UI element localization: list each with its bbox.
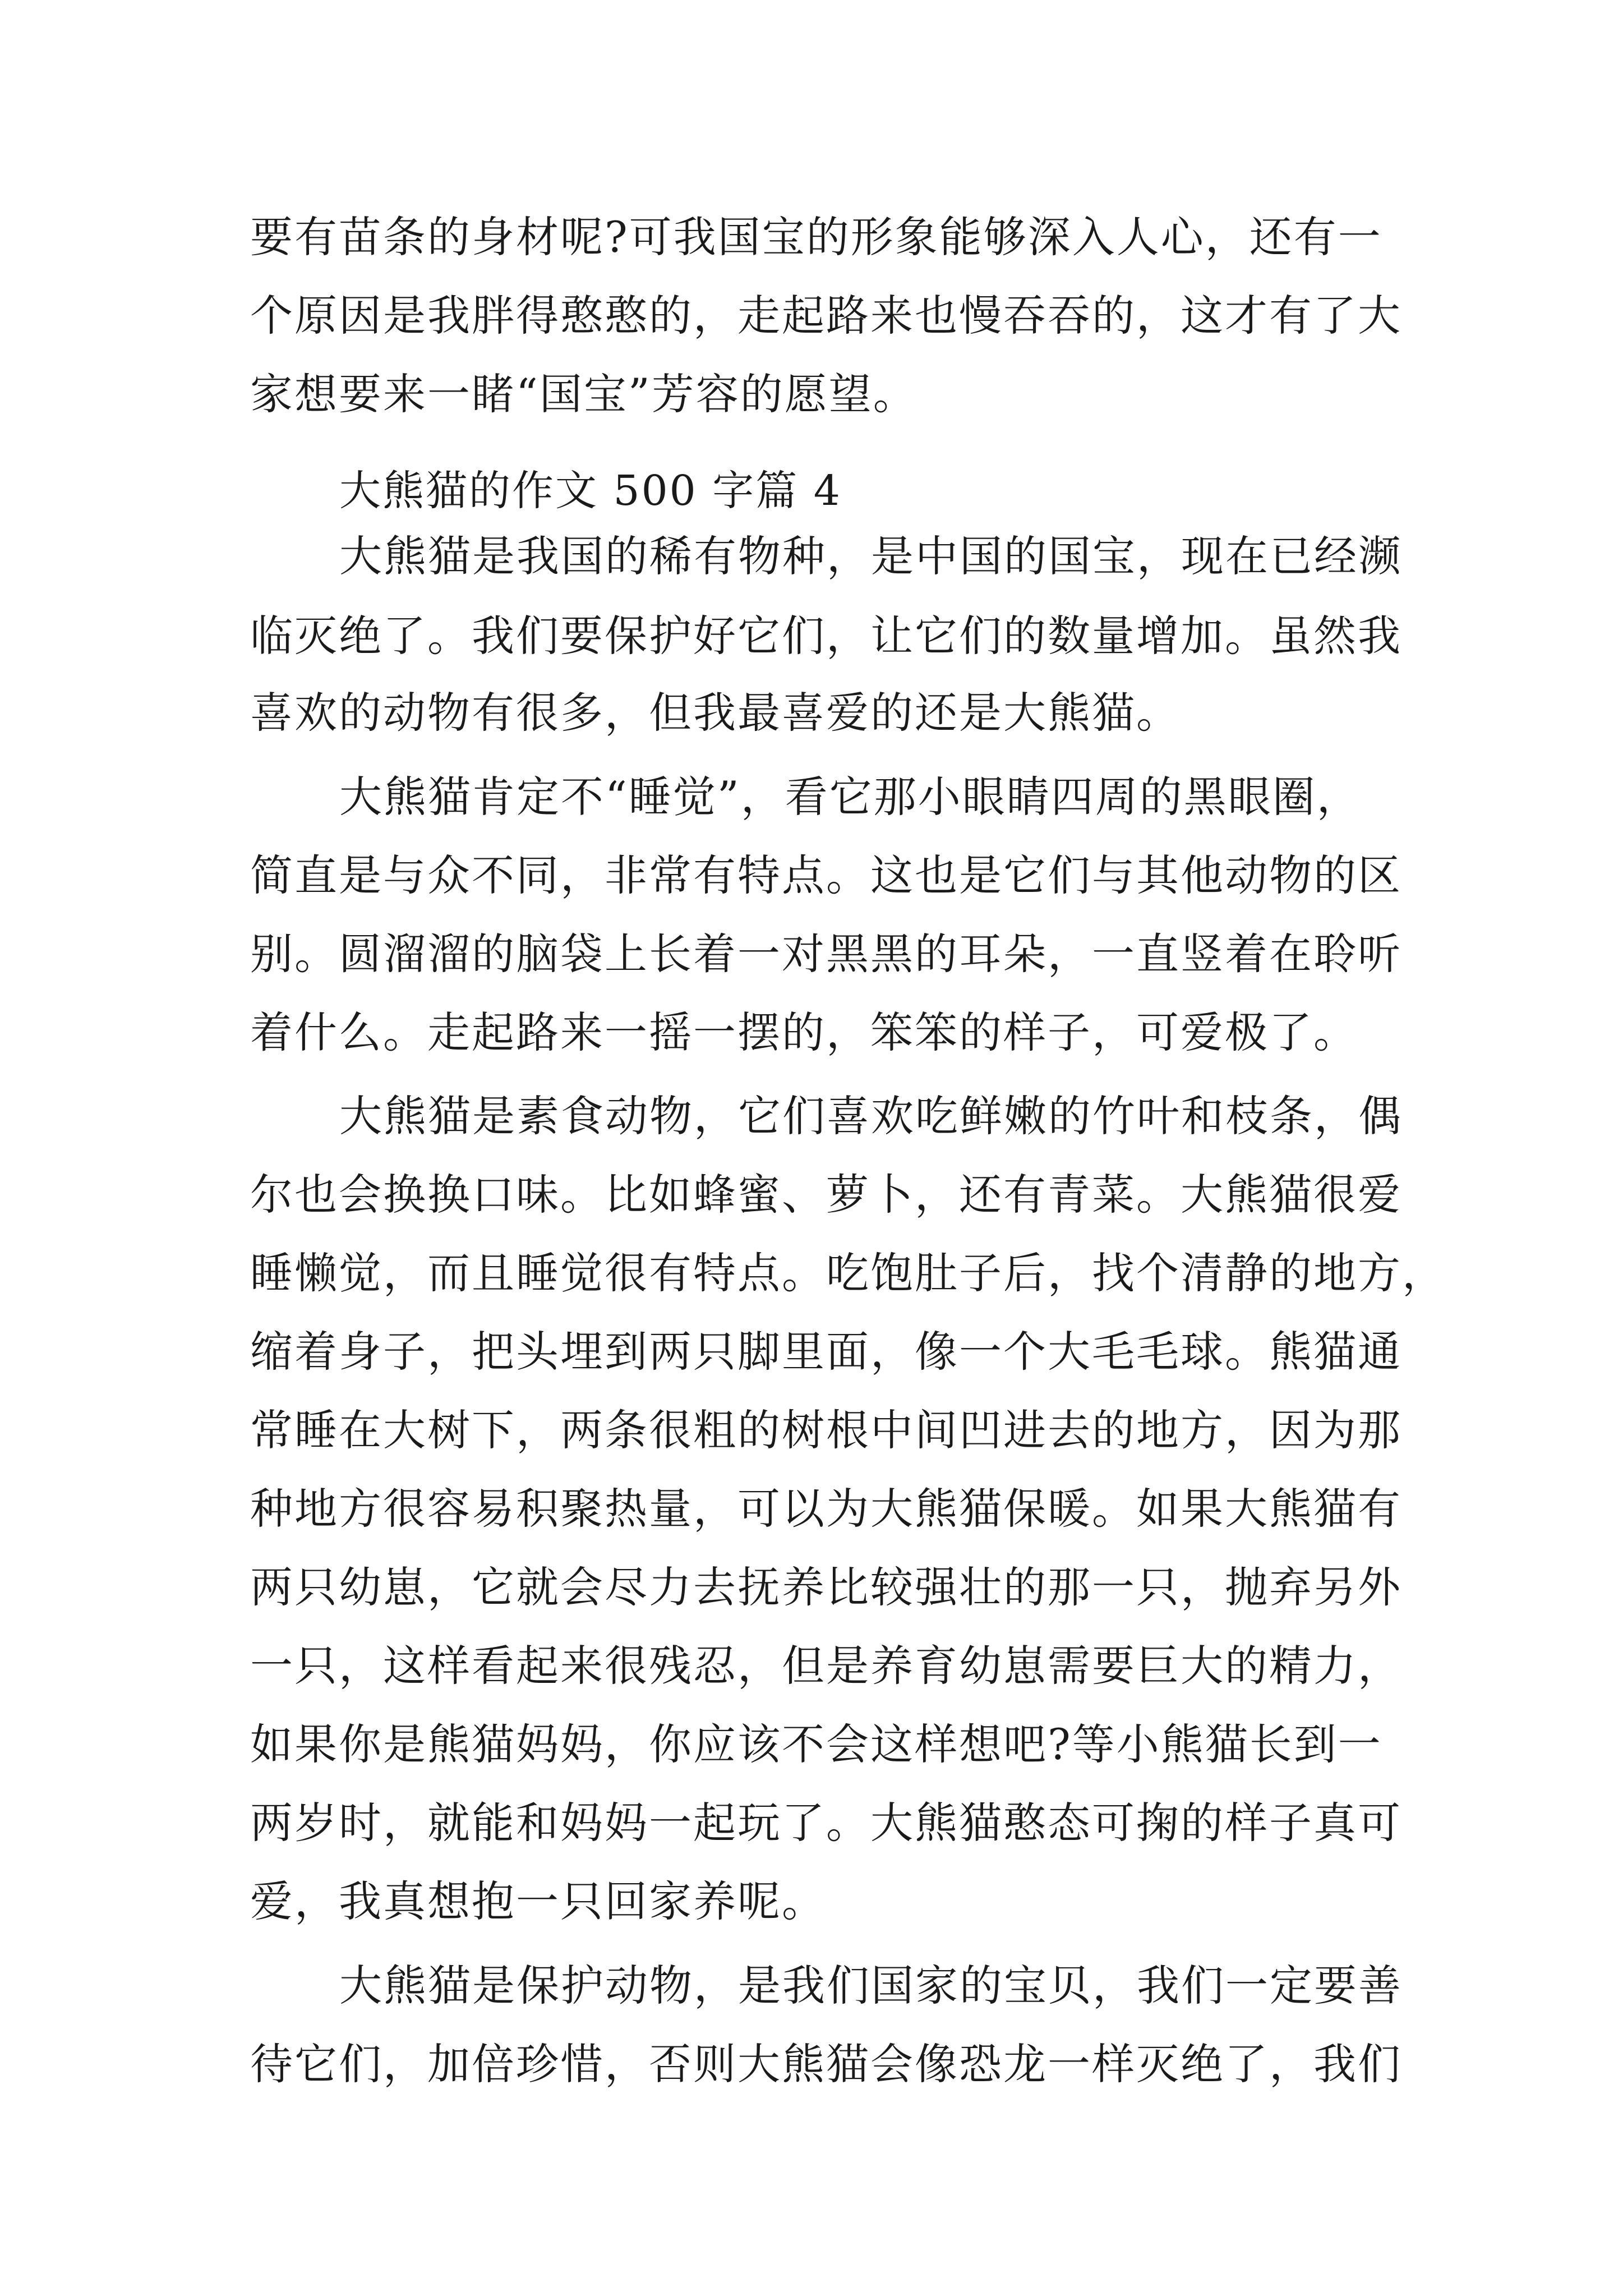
paragraph-line: 两岁时，就能和妈妈一起玩了。大熊猫憨态可掬的样子真可: [250, 1798, 1402, 1848]
paragraph-line: 临灭绝了。我们要保护好它们，让它们的数量增加。虽然我: [250, 611, 1402, 661]
paragraph-line: 家想要来一睹“国宝”芳容的愿望。: [250, 369, 917, 419]
paragraph-line: 简直是与众不同，非常有特点。这也是它们与其他动物的区: [250, 850, 1402, 900]
paragraph-line: 要有苗条的身材呢?可我国宝的形象能够深入人心，还有一: [250, 212, 1382, 262]
paragraph-line: 爱，我真想抱一只回家养呢。: [250, 1876, 826, 1926]
paragraph-line: 着什么。走起路来一摇一摆的，笨笨的样子，可爱极了。: [250, 1007, 1358, 1057]
paragraph-line: 大熊猫肯定不“睡觉”，看它那小眼睛四周的黑眼圈，: [339, 772, 1361, 822]
paragraph-line: 一只，这样看起来很残忍，但是养育幼崽需要巨大的精力，: [250, 1641, 1402, 1691]
paragraph-line: 尔也会换换口味。比如蜂蜜、萝卜，还有青菜。大熊猫很爱: [250, 1170, 1402, 1220]
paragraph-line: 个原因是我胖得憨憨的，走起路来也慢吞吞的，这才有了大: [250, 291, 1402, 341]
paragraph-line: 大熊猫是保护动物，是我们国家的宝贝，我们一定要善: [339, 1961, 1403, 2010]
paragraph-line: 种地方很容易积聚热量，可以为大熊猫保暖。如果大熊猫有: [250, 1484, 1402, 1534]
paragraph-line: 如果你是熊猫妈妈，你应该不会这样想吧?等小熊猫长到一: [250, 1719, 1382, 1769]
paragraph-line: 常睡在大树下，两条很粗的树根中间凹进去的地方，因为那: [250, 1405, 1402, 1455]
paragraph-line: 别。圆溜溜的脑袋上长着一对黑黑的耳朵，一直竖着在聆听: [250, 929, 1402, 979]
paragraph-line: 缩着身子，把头埋到两只脚里面，像一个大毛毛球。熊猫通: [250, 1327, 1402, 1377]
paragraph-line: 待它们，加倍珍惜，否则大熊猫会像恐龙一样灭绝了，我们: [250, 2039, 1402, 2089]
paragraph-line: 两只幼崽，它就会尽力去抚养比较强壮的那一只，抛弃另外: [250, 1562, 1402, 1612]
paragraph-line: 大熊猫是素食动物，它们喜欢吃鲜嫩的竹叶和枝条，偶: [339, 1091, 1403, 1141]
paragraph-line: 睡懒觉，而且睡觉很有特点。吃饱肚子后，找个清静的地方，: [250, 1248, 1446, 1298]
paragraph-line: 喜欢的动物有很多，但我最喜爱的还是大熊猫。: [250, 688, 1181, 738]
section-heading: 大熊猫的作文 500 字篇 4: [339, 467, 842, 515]
paragraph-line: 大熊猫是我国的稀有物种，是中国的国宝，现在已经濒: [339, 531, 1403, 581]
